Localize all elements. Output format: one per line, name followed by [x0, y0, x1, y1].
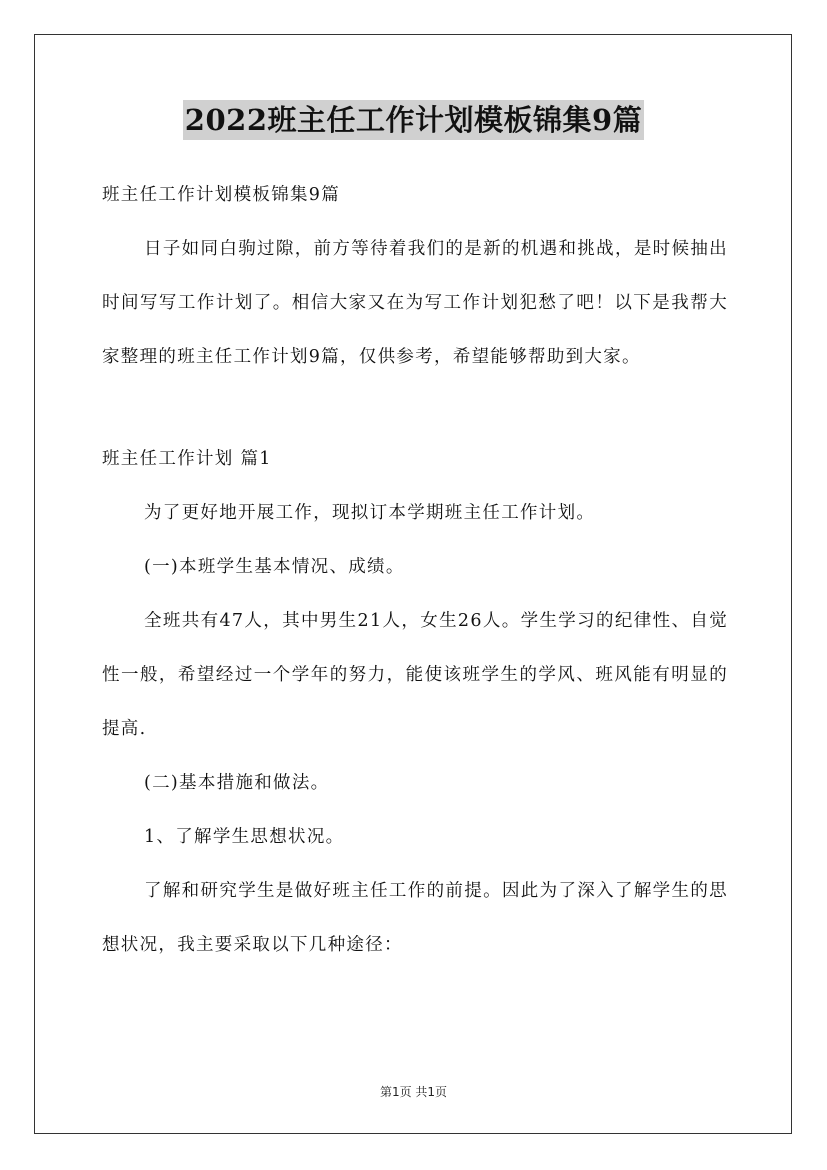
intro-paragraph: 日子如同白驹过隙，前方等待着我们的是新的机遇和挑战，是时候抽出时间写写工作计划了。相信大家又在为写工作计划犯愁了吧！以下是我帮大家整理的班主任工作计划9篇，仅供参考，希望能够帮助到大家。: [102, 239, 728, 367]
document-title: 2022班主任工作计划模板锦集9篇: [183, 100, 644, 140]
page-footer: 第1页 共1页: [379, 1085, 448, 1099]
body-paragraph: (二)基本措施和做法。: [144, 773, 330, 793]
body-paragraph: 了解和研究学生是做好班主任工作的前提。因此为了深入了解学生的思想状况，我主要采取以下几种途径：: [102, 881, 728, 955]
body-paragraph: 为了更好地开展工作，现拟订本学期班主任工作计划。: [144, 503, 596, 523]
body-paragraph: (一)本班学生基本情况、成绩。: [144, 557, 405, 577]
document-body: [102, 168, 728, 972]
title-container: [0, 100, 827, 140]
section-gap: [102, 384, 728, 432]
document-subtitle: 班主任工作计划模板锦集9篇: [102, 185, 341, 205]
body-paragraph: 全班共有47人，其中男生21人，女生26人。学生学习的纪律性、自觉性一般，希望经过一个学年的努力，能使该班学生的学风、班风能有明显的提高.: [102, 611, 728, 739]
section-heading: 班主任工作计划 篇1: [102, 449, 272, 469]
body-paragraph: 1、了解学生思想状况。: [144, 827, 345, 847]
